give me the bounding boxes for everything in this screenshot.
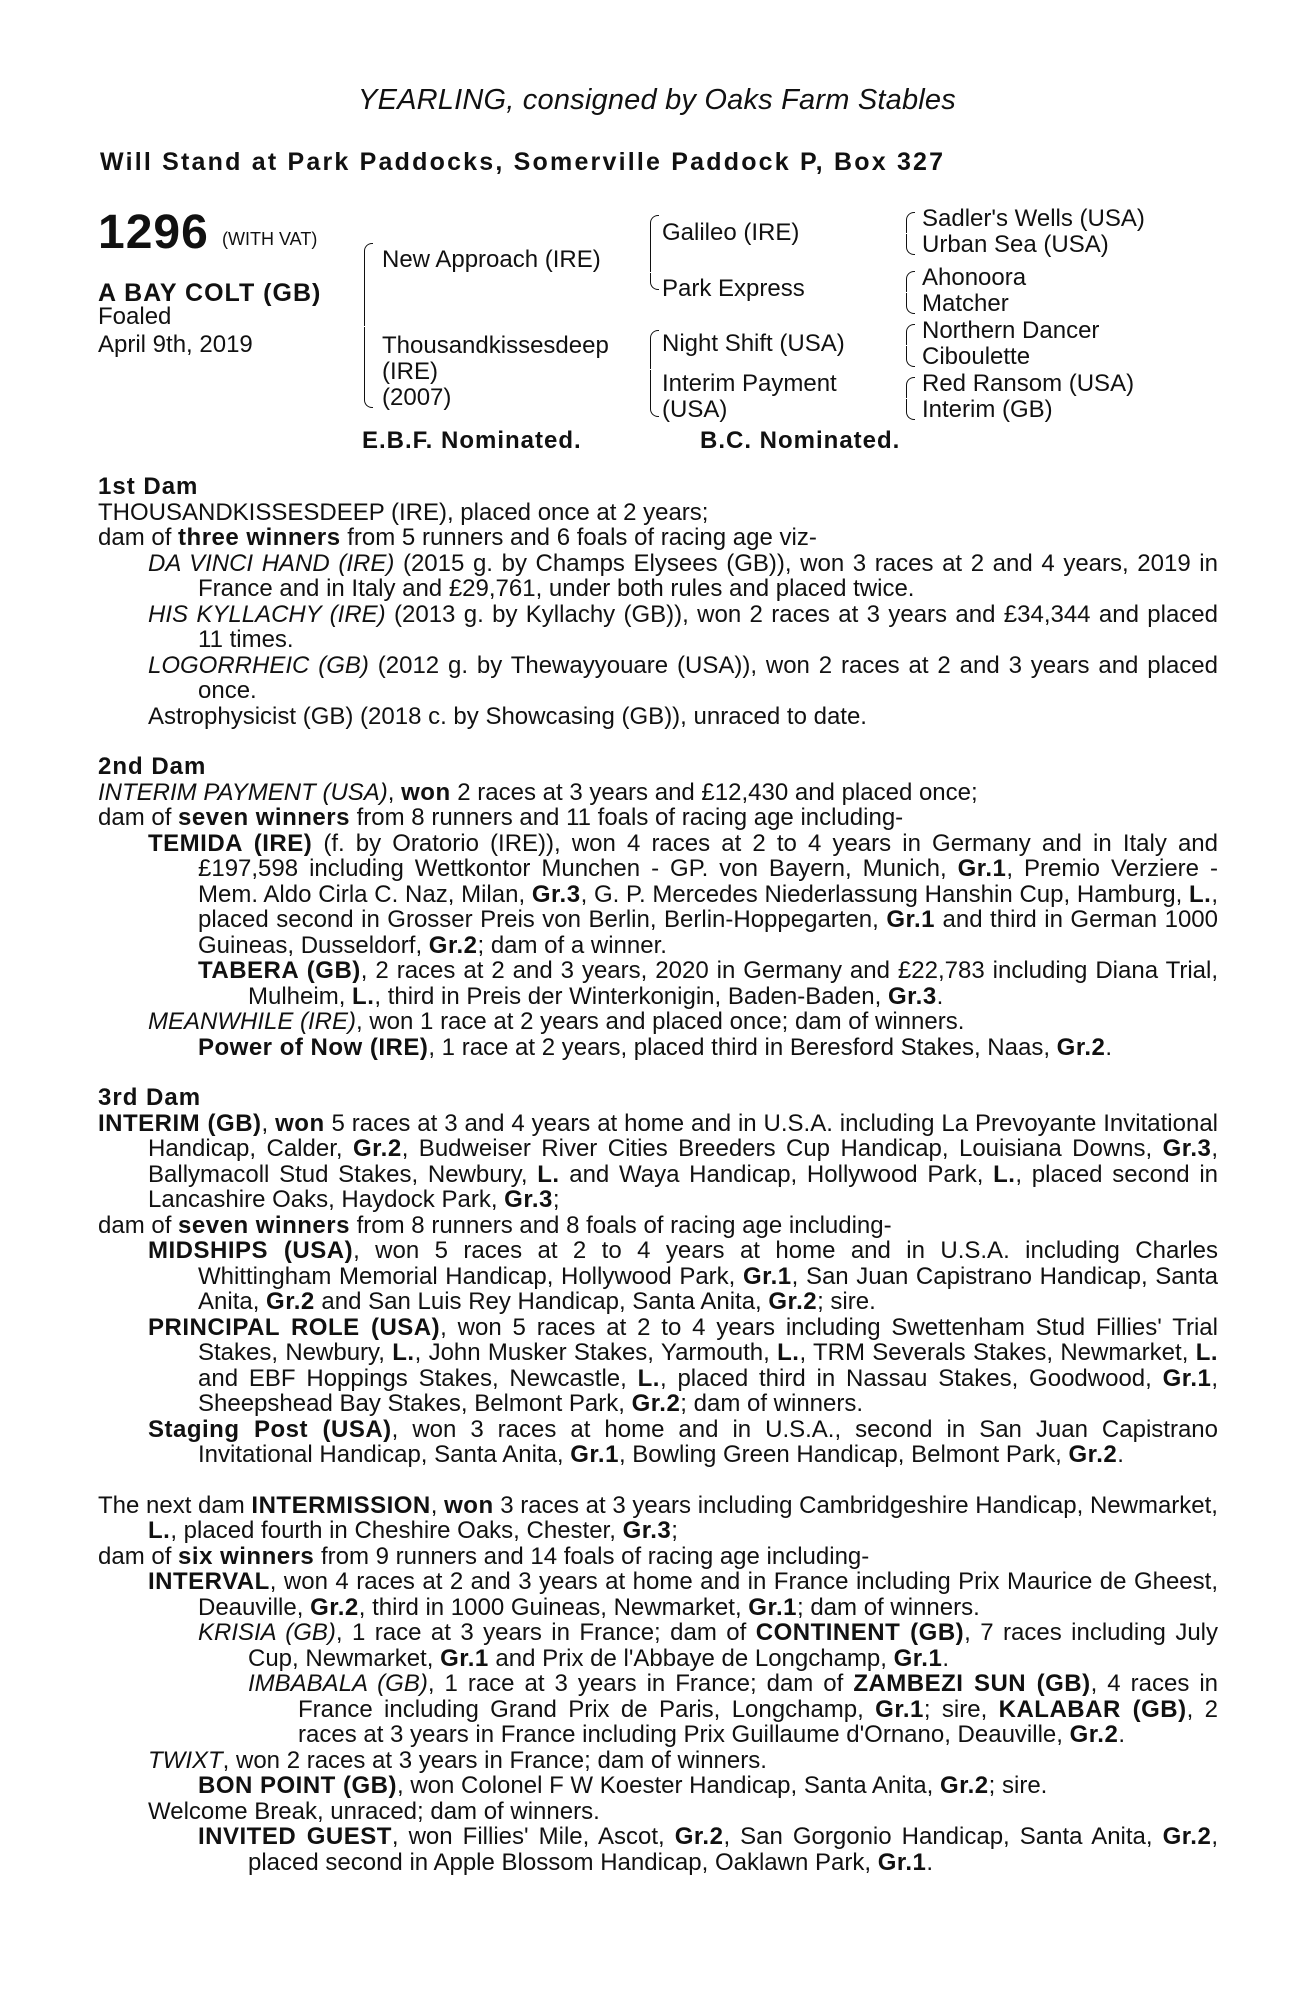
pedigree-g3-urban-sea: Urban Sea (USA) <box>922 231 1109 258</box>
offspring-entry: Welcome Break, unraced; dam of winners. <box>148 1797 600 1825</box>
pedigree-brace-g3-6 <box>906 346 915 367</box>
pedigree-brace-g3-1 <box>906 212 915 233</box>
offspring-entry: IMBABALA (GB), 1 race at 3 years in France; dam of ZAMBEZI SUN (GB), 4 races in France including Grand Prix de Paris, Longchamp, Gr.1; sire, KALABAR (GB), 2 races at 3 years in France including Prix Guillaume d'Ornano, Deauville, Gr.2. <box>248 1670 1219 1748</box>
pedigree-g3-interim: Interim (GB) <box>922 396 1053 423</box>
bc-nominated: B.C. Nominated. <box>700 427 901 454</box>
offspring-entry: Astrophysicist (GB) (2018 c. by Showcasing (GB)), unraced to date. <box>148 702 867 730</box>
lot-name: A BAY COLT (GB) <box>98 279 322 307</box>
consignment-line: YEARLING, consigned by Oaks Farm Stables <box>358 84 956 116</box>
pedigree-dam-dam-name: Interim Payment <box>662 370 837 397</box>
next-dam-produce: dam of six winners from 9 runners and 14 foals of racing age including- <box>98 1542 870 1570</box>
offspring-entry: HIS KYLLACHY (IRE) (2013 g. by Kyllachy (GB)), won 2 races at 3 years and £34,344 and placed 11 times. <box>148 600 1218 653</box>
pedigree-brace-sire-dam <box>650 273 659 290</box>
second-dam-heading: 2nd Dam <box>98 753 207 780</box>
stand-location: Will Stand at Park Paddocks, Somerville Paddock P, Box 327 <box>100 148 946 176</box>
first-dam-heading: 1st Dam <box>98 473 199 500</box>
first-dam-summary: THOUSANDKISSESDEEP (IRE), placed once at 2 years; <box>98 498 709 526</box>
third-dam-produce: dam of seven winners from 8 runners and 8 foals of racing age including- <box>98 1211 892 1239</box>
offspring-entry: Power of Now (IRE), 1 race at 2 years, placed third in Beresford Stakes, Naas, Gr.2. <box>198 1033 1113 1061</box>
ebf-nominated: E.B.F. Nominated. <box>362 427 582 454</box>
offspring-entry: Staging Post (USA), won 3 races at home and in U.S.A., second in San Juan Capistrano Invitational Handicap, Santa Anita, Gr.1, Bowling Green Handicap, Belmont Park, Gr.2. <box>148 1415 1218 1468</box>
lot-vat: (WITH VAT) <box>222 229 318 249</box>
pedigree-sire-sire: Galileo (IRE) <box>662 219 800 246</box>
pedigree-g3-sadlers-wells: Sadler's Wells (USA) <box>922 205 1145 232</box>
pedigree-brace-dam-dam <box>650 370 659 417</box>
lot-number: 1296 <box>98 206 209 259</box>
offspring-entry: MEANWHILE (IRE), won 1 race at 2 years and placed once; dam of winners. <box>148 1008 965 1035</box>
offspring-entry: INTERVAL, won 4 races at 2 and 3 years at home and in France including Prix Maurice de Gheest, Deauville, Gr.2, third in 1000 Guineas, Newmarket, Gr.1; dam of winners. <box>148 1568 1218 1621</box>
pedigree-brace-dam <box>364 327 373 408</box>
offspring-entry: TABERA (GB), 2 races at 2 and 3 years, 2020 in Germany and £22,783 including Diana Trial, Mulheim, L., third in Preis der Winterkonigin, Baden-Baden, Gr.3. <box>198 957 1219 1010</box>
offspring-entry: DA VINCI HAND (IRE) (2015 g. by Champs Elysees (GB)), won 3 races at 2 and 4 years, 2019 in France and in Italy and £29,761, under both rules and placed twice. <box>148 549 1218 602</box>
second-dam-produce: dam of seven winners from 8 runners and 11 foals of racing age including- <box>98 804 904 831</box>
offspring-entry: LOGORRHEIC (GB) (2012 g. by Thewayyouare (USA)), won 2 races at 2 and 3 years and placed once. <box>148 651 1218 704</box>
pedigree-dam-country: (IRE) <box>382 358 438 385</box>
next-dam-summary: The next dam INTERMISSION, won 3 races at 3 years including Cambridgeshire Handicap, Newmarket, L., placed fourth in Cheshire Oaks, Chester, Gr.3; <box>98 1491 1218 1544</box>
offspring-entry: INVITED GUEST, won Fillies' Mile, Ascot, Gr.2, San Gorgonio Handicap, Santa Anita, Gr.2, placed second in Apple Blossom Handicap, Oaklawn Park, Gr.1. <box>198 1823 1218 1876</box>
third-dam-heading: 3rd Dam <box>98 1084 202 1111</box>
third-dam-summary: INTERIM (GB), won 5 races at 3 and 4 years at home and in U.S.A. including La Prevoyante Invitational Handicap, Calder, Gr.2, Budweiser River Cities Breeders Cup Handicap, Louisiana Downs, Gr.3, Ballymacoll Stud Stakes, Newbury, L. and Waya Handicap, Hollywood Park, L., placed second in Lancashire Oaks, Haydock Park, Gr.3; <box>98 1109 1219 1213</box>
pedigree-brace-sire-sire <box>650 215 659 272</box>
pedigree-dam-dam-country: (USA) <box>662 396 728 423</box>
offspring-entry: TWIXT, won 2 races at 3 years in France; dam of winners. <box>148 1746 767 1774</box>
pedigree-g3-red-ransom: Red Ransom (USA) <box>922 370 1135 397</box>
pedigree-brace-g3-4 <box>906 293 915 314</box>
pedigree-sire-dam: Park Express <box>662 275 805 302</box>
pedigree-brace-g3-3 <box>906 271 915 292</box>
pedigree-dam-name: Thousandkissesdeep <box>382 332 609 359</box>
pedigree-brace-g3-2 <box>906 234 915 255</box>
pedigree-brace-g3-8 <box>906 399 915 420</box>
offspring-entry: MIDSHIPS (USA), won 5 races at 2 to 4 years at home and in U.S.A. including Charles Whittingham Memorial Handicap, Hollywood Park, Gr.1, San Juan Capistrano Handicap, Santa Anita, Gr.2 and San Luis Rey Handicap, Santa Anita, Gr.2; sire. <box>148 1237 1218 1315</box>
offspring-entry: BON POINT (GB), won Colonel F W Koester Handicap, Santa Anita, Gr.2; sire. <box>198 1772 1048 1799</box>
pedigree-g3-ahonoora: Ahonoora <box>922 264 1027 291</box>
offspring-entry: PRINCIPAL ROLE (USA), won 5 races at 2 to 4 years including Swettenham Stud Fillies' Trial Stakes, Newbury, L., John Musker Stakes, Yarmouth, L., TRM Severals Stakes, Newmarket, L. and EBF Hoppings Stakes, Newcastle, L., placed third in Nassau Stakes, Goodwood, Gr.1, Sheepshead Bay Stakes, Belmont Park, Gr.2; dam of winners. <box>148 1313 1219 1417</box>
pedigree-brace-g3-7 <box>906 377 915 398</box>
pedigree-dam-sire: Night Shift (USA) <box>662 330 845 357</box>
first-dam-produce: dam of three winners from 5 runners and 6 foals of racing age viz- <box>98 524 817 551</box>
pedigree-sire: New Approach (IRE) <box>382 246 601 273</box>
offspring-entry: TEMIDA (IRE) (f. by Oratorio (IRE)), won 4 races at 2 to 4 years in Germany and in Italy and £197,598 including Wettkontor Munchen - GP. von Bayern, Munich, Gr.1, Premio Verziere - Mem. Aldo Cirla C. Naz, Milan, Gr.3, G. P. Mercedes Niederlassung Hanshin Cup, Hamburg, L., placed second in Grosser Preis von Berlin, Berlin-Hoppegarten, Gr.1 and third in German 1000 Guineas, Dusseldorf, Gr.2; dam of a winner. <box>148 829 1218 959</box>
second-dam-summary: INTERIM PAYMENT (USA), won 2 races at 3 years and £12,430 and placed once; <box>98 778 978 806</box>
offspring-entry: KRISIA (GB), 1 race at 3 years in France; dam of CONTINENT (GB), 7 races including July Cup, Newmarket, Gr.1 and Prix de l'Abbaye de Longchamp, Gr.1. <box>198 1619 1218 1672</box>
pedigree-brace-sire <box>364 243 373 326</box>
pedigree-brace-g3-5 <box>906 324 915 345</box>
foaled-label: Foaled <box>98 303 172 330</box>
pedigree-g3-northern-dancer: Northern Dancer <box>922 317 1100 344</box>
pedigree-brace-dam-sire <box>650 330 659 369</box>
pedigree-dam-year: (2007) <box>382 384 452 411</box>
foaled-date: April 9th, 2019 <box>98 331 253 358</box>
pedigree-g3-ciboulette: Ciboulette <box>922 343 1031 370</box>
family-details <box>98 474 1218 1875</box>
pedigree-g3-matcher: Matcher <box>922 290 1009 317</box>
